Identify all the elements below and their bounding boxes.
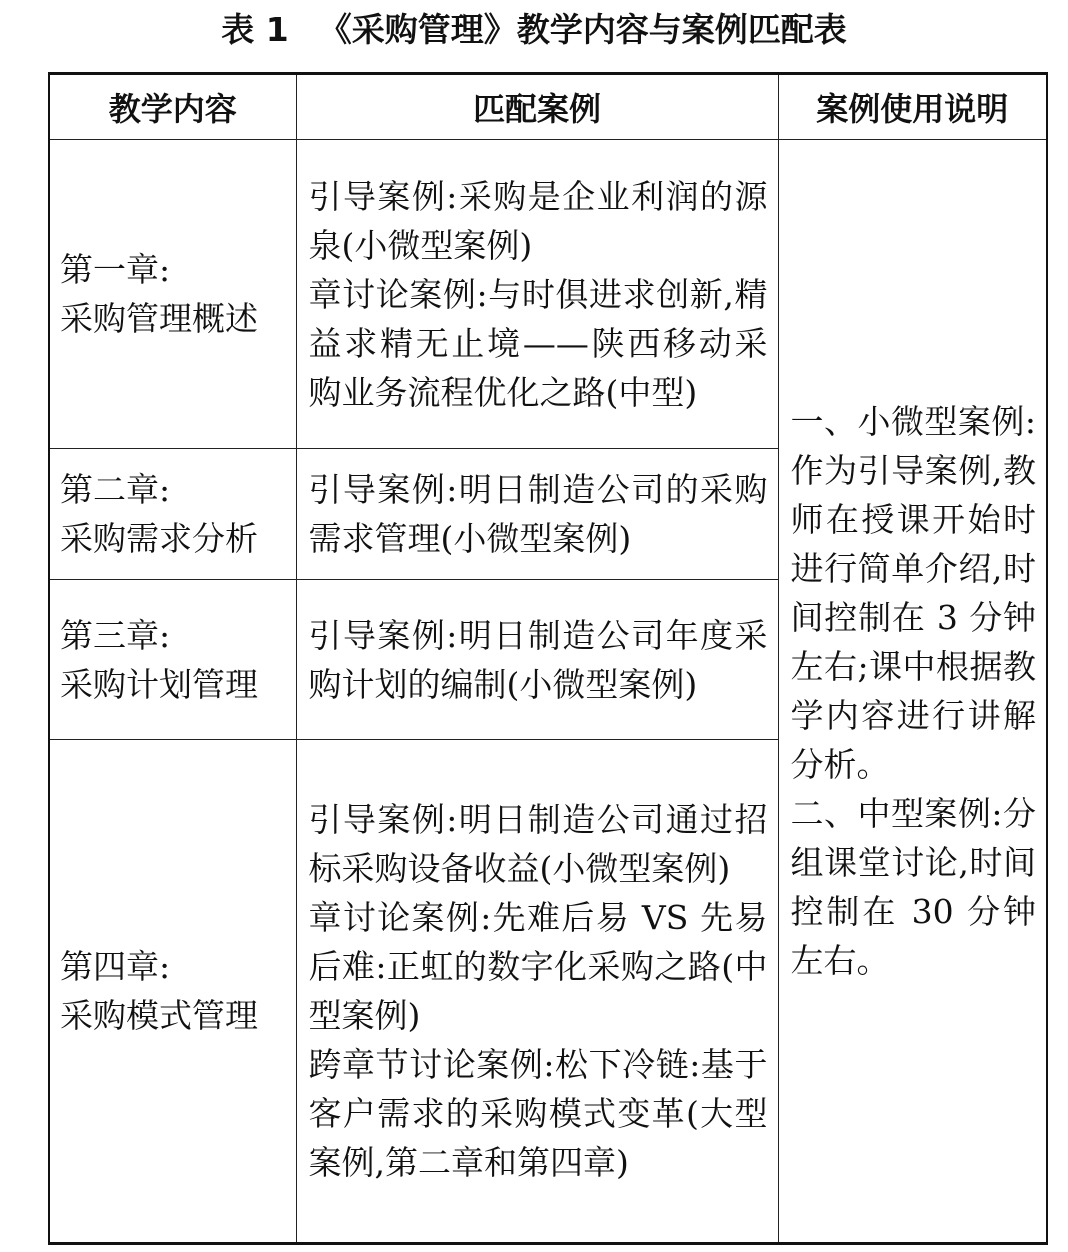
case-item: 引导案例:采购是企业利润的源泉(小微型案例) bbox=[308, 176, 768, 265]
usage-note-small-case: 一、小微型案例:作为引导案例,教师在授课开始时进行简单介绍,时间控制在 3 分钟左右;课中根据教学内容进行讲解分析。 bbox=[790, 402, 1036, 784]
header-row bbox=[49, 74, 1047, 140]
table-row bbox=[49, 140, 1047, 449]
header-usage-notes: 案例使用说明 bbox=[778, 74, 1047, 140]
cases-cell bbox=[296, 580, 778, 740]
header-matched-cases: 匹配案例 bbox=[296, 74, 778, 140]
cases-cell bbox=[296, 449, 778, 580]
chapter-cell bbox=[49, 449, 296, 580]
chapter-number: 第四章: bbox=[60, 947, 171, 986]
case-item: 章讨论案例:与时俱进求创新,精益求精无止境——陕西移动采购业务流程优化之路(中型) bbox=[308, 274, 768, 412]
chapter-number: 第三章: bbox=[60, 615, 171, 655]
case-item: 章讨论案例:先难后易 VS 先易后难:正虹的数字化采购之路(中型案例) bbox=[308, 898, 768, 1035]
case-item: 引导案例:明日制造公司的采购需求管理(小微型案例) bbox=[308, 470, 768, 558]
case-item: 引导案例:明日制造公司通过招标采购设备收益(小微型案例) bbox=[308, 800, 768, 888]
chapter-number: 第二章: bbox=[60, 470, 171, 509]
table-title bbox=[0, 8, 1068, 52]
chapter-cell bbox=[49, 140, 296, 449]
case-matching-table bbox=[48, 72, 1048, 1245]
chapter-topic: 采购模式管理 bbox=[60, 996, 258, 1035]
case-item: 跨章节讨论案例:松下冷链:基于客户需求的采购模式变革(大型案例,第二章和第四章) bbox=[308, 1045, 768, 1182]
chapter-topic: 采购需求分析 bbox=[60, 519, 258, 558]
chapter-cell bbox=[49, 740, 296, 1244]
cases-cell bbox=[296, 140, 778, 449]
usage-note-medium-case: 二、中型案例:分组课堂讨论,时间控制在 30 分钟左右。 bbox=[790, 794, 1036, 980]
table-number: 表 1 bbox=[221, 10, 289, 49]
cases-cell bbox=[296, 740, 778, 1244]
header-teaching-content: 教学内容 bbox=[49, 74, 296, 140]
chapter-topic: 采购计划管理 bbox=[60, 664, 258, 704]
case-item: 引导案例:明日制造公司年度采购计划的编制(小微型案例) bbox=[308, 615, 768, 704]
chapter-number: 第一章: bbox=[60, 250, 171, 289]
chapter-cell bbox=[49, 580, 296, 740]
usage-notes-cell bbox=[778, 140, 1047, 1244]
chapter-topic: 采购管理概述 bbox=[60, 299, 258, 338]
table-title-text: 《采购管理》教学内容与案例匹配表 bbox=[318, 10, 847, 49]
